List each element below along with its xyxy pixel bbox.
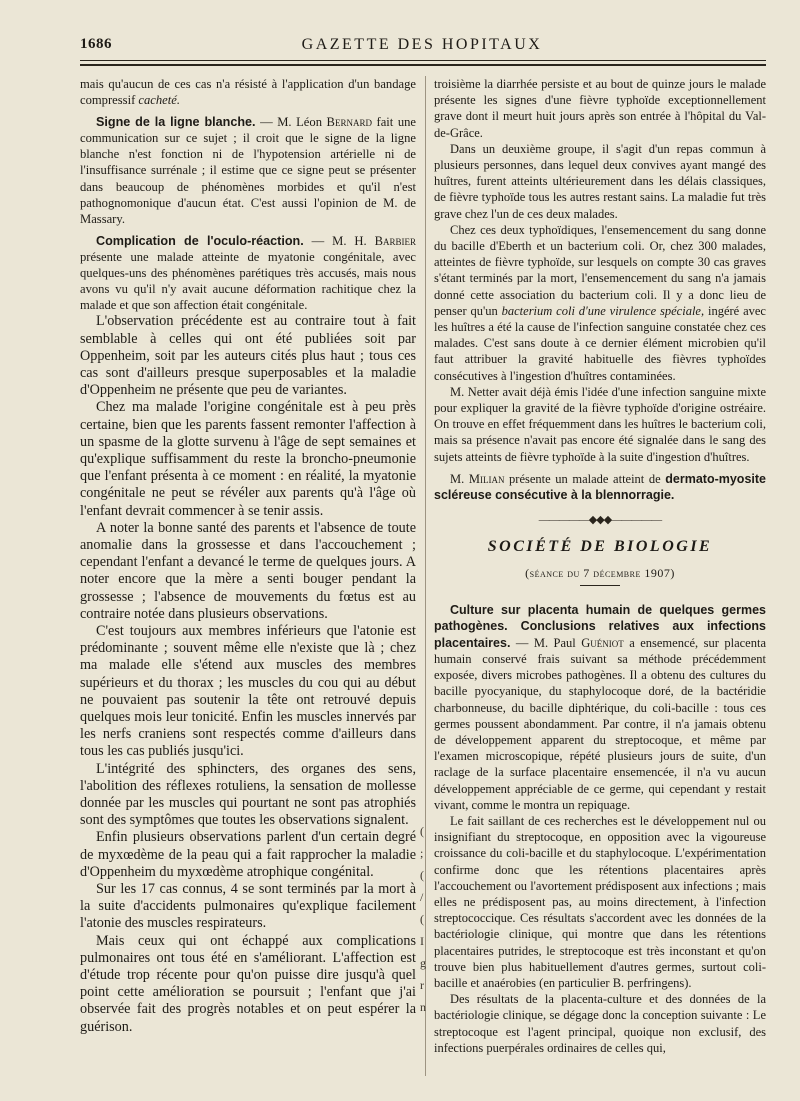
paragraph: mais qu'aucun de ces cas n'a résisté à l'application d'un bandage compressif cacheté. — [80, 77, 416, 108]
paragraph: L'intégrité des sphincters, des organes des sens, l'abolition des réflexes rotuliens, la sensation de mollesse donnée par les muscles qui pourtant ne sont pas atrophiés sont des symptômes que toutes les observations signalent. — [80, 760, 416, 829]
paragraph: M. Netter avait déjà émis l'idée d'une infection sanguine mixte pour expliquer la gravité de la fièvre typhoïde d'origine ostréaire. On trouve en effet fréquemment dans les huîtres le bacterium coli, mais sa présence n'avait pas encore été signalée dans le sang des sujets atteints de fièvre typhoïde à la suite d'ingestion d'huîtres. — [434, 384, 766, 464]
author-name: Bernard — [326, 115, 372, 130]
left-column — [80, 76, 416, 1036]
paragraph: L'observation précédente est au contraire tout à fait semblable à celles qui ont été publiées soit par Oppenheim, soit par les auteurs cités plus haut ; tous ces cas sont d'ailleurs presque superposables et la maladie d'Oppenheim ne présente que peu de variantes. — [80, 313, 416, 399]
paragraph: Des résultats de la placenta-culture et des données de la bactériologie clinique, se dégage donc la conception suivante : Le streptocoque est l'agent principal, quoique non exclusif, des infections puerpérales ordinaires de celles qui, — [434, 992, 766, 1055]
header-rule — [80, 60, 766, 61]
author-name: Guéniot — [581, 635, 624, 650]
section-heading: Culture sur placenta humain de quelques germes pathogènes. Conclusions relatives aux infections placentaires. — [434, 603, 766, 650]
author-name: Milian — [468, 471, 505, 486]
paragraph: Mais ceux qui ont échappé aux complications pulmonaires ont tous été en s'améliorant. L'affection est d'étude trop récente pour qu'on puisse dire jusqu'à quel point cette amélioration se poursuit ; l'enfant que j'ai observée fait des progrès notables et on peut espérer la guérison. — [80, 932, 416, 1035]
section-title: SOCIÉTÉ DE BIOLOGIE — [487, 538, 713, 556]
paragraph: Sur les 17 cas connus, 4 se sont terminés par la mort à la suite d'accidents pulmonaires qu'explique facilement l'atonie des muscles respirateurs. — [80, 881, 416, 932]
header-rule-thick — [80, 64, 766, 66]
paragraph: Chez ces deux typhoïdiques, l'ensemencement du sang donne du bacille d'Eberth et un bacterium coli. Or, chez 300 malades, atteintes de fièvre typhoïde, sur lesquels on compte 30 cas graves s'étant terminés par la mort, l'ensemencement du sang n'a jamais donné cette association du bacterium coli. Il y a donc lieu de penser qu'un bacterium coli d'une virulence spéciale, ingéré avec les huîtres a été la cause de l'infection sanguine constatée chez ces malades. C'est sans doute à ce dernier élément microbien qu'il faut attribuer la gravité habituelle des fièvres typhoïdes consécutives à l'ingestion d'huîtres contaminées. — [434, 222, 766, 383]
paragraph: Le fait saillant de ces recherches est le développement nul ou insignifiant du streptocoque, en opposition avec la vigoureuse croissance du coli-bacille et du staphylocoque. L'expérimentation confirme donc que les rétentions placentaires après l'accouchement ou l'avortement prédisposent aux infections ; mais elles ne prédisposent pas, au moins directement, à l'infection streptococcique. Ces résultats s'accordent avec les données de la bactériologie clinique, qui montre que dans les rétentions placentaires putrides, le streptocoque est très inconstant et qu'on trouve bien plus habituellement d'autres germes, surtout coli-bacille et anaérobies (en particulier B. perfringens). — [434, 813, 766, 990]
section-oculo-reaction: Complication de l'oculo-réaction. — M. H. Barbier présente une malade atteinte de myatonie congénitale, avec quelques-uns des phénomènes parétiques très accusés, mais nous avons vu qu'il n'y avait aucune déformation rachitique chez la malade et que son affection était congénitale. — [80, 233, 416, 313]
section-ornament: —————◆◆◆————— — [538, 514, 662, 527]
page-number: 1686 — [80, 36, 112, 52]
paragraph: troisième la diarrhée persiste et au bout de quinze jours le malade présente les signes d'une fièvre typhoïde exceptionnellement grave dont il meurt huit jours après son entrée à l'hôpital du Val-de-Grâce. — [434, 77, 766, 140]
paragraph: A noter la bonne santé des parents et l'absence de toute anomalie dans la grossesse et dans l'accouchement ; cependant l'enfant a devancé le terme de quelques jours. A noter encore que la mère a senti bouger pendant la grossesse ; l'absence de mouvements du fœtus est au contraire notée dans plusieurs observations. — [80, 519, 416, 622]
session-date: (séance du 7 décembre 1907) — [525, 566, 675, 581]
short-rule — [580, 585, 620, 586]
paragraph: C'est toujours aux membres inférieurs que l'atonie est prédominante ; souvent même elle n'existe que là ; chez ma malade elle s'étend aux muscles des membres supérieurs et du thorax ; les muscles du cou qui au début ne pouvaient pas soutenir la tête ont retrouvé depuis quelques mois leur tonicité. Enfin les muscles innervés par les nerfs craniens sont respectés comme d'ailleurs dans tous les cas publiés jusqu'ici. — [80, 622, 416, 760]
section-heading: Signe de la ligne blanche. — [96, 115, 256, 130]
author-name: Barbier — [374, 233, 416, 248]
section-culture-placenta: Culture sur placenta humain de quelques germes pathogènes. Conclusions relatives aux infections placentaires. — M. Paul Guéniot a ensemencé, sur placenta humain conservé frais suivant sa méthode précédemment exposée, divers microbes pathogènes. Il a obtenu des cultures du bacille pyocyanique, du staphylocoque doré, de la bactéridie charbonneuse, du bacille diphtérique, du coli-bacille : tous ces germes poussent abondamment. Par contre, il n'a jamais obtenu de développement apparent du streptocoque, et même par l'examen microscopique, répété plusieurs jours de suite, d'un raclage de la surface placentaire ensemencée, il n'a vu aucun développement appréciable de ce germe, qui cependant y restait vivant, comme le montra un repiquage. — [434, 603, 766, 812]
paragraph: Chez ma malade l'origine congénitale est à peu près certaine, bien que les parents fassent remonter l'affection à un spasme de la glotte survenu à l'âge de sept semaines et qu'explique suffisamment du reste la broncho-pneumonie que l'enfant présenta à ce moment : en réalité, la myatonie congénitale ne peut se révéler aux parents qu'à l'âge où l'enfant devrait commencer à se tenir assis. — [80, 399, 416, 519]
paragraph-milian: M. Milian présente un malade atteint de dermato-myosite scléreuse consécutive à la blennorragie. — [434, 471, 766, 503]
right-column — [434, 76, 766, 1056]
page-header — [80, 32, 764, 60]
section-signe-ligne-blanche: Signe de la ligne blanche. — M. Léon Bernard fait une communication sur ce sujet ; il croit que le signe de la ligne blanche n'est fonction ni de l'hypotension artérielle ni de l'insuffisance surrénale ; il estime que ce signe peut se présenter dans beaucoup de phénomènes morbides et qu'il n'est pathognomonique d'aucun état. C'est aussi l'opinion de M. de Massary. — [80, 115, 416, 226]
margin-marks: ( ; ( / ( I g r n — [420, 824, 426, 1014]
section-heading: Complication de l'oculo-réaction. — [96, 233, 304, 248]
journal-title: GAZETTE DES HOPITAUX — [301, 36, 543, 53]
paragraph: Dans un deuxième groupe, il s'agit d'un repas commun à plusieurs personnes, dans lequel deux convives ayant mangé des huîtres, furent atteints ultérieurement dans les délais classiques, de fièvre typhoïde tous les autres restant sains. La maladie fut très grave chez l'un de ces deux malades. — [434, 141, 766, 221]
paragraph: Enfin plusieurs observations parlent d'un certain degré de myxœdème de la peau qui a fait rapprocher la maladie d'Oppenheim du myxœdème atrophique congénital. — [80, 829, 416, 880]
topic-title: dermato-myosite scléreuse consécutive à la blennorragie. — [434, 471, 766, 503]
